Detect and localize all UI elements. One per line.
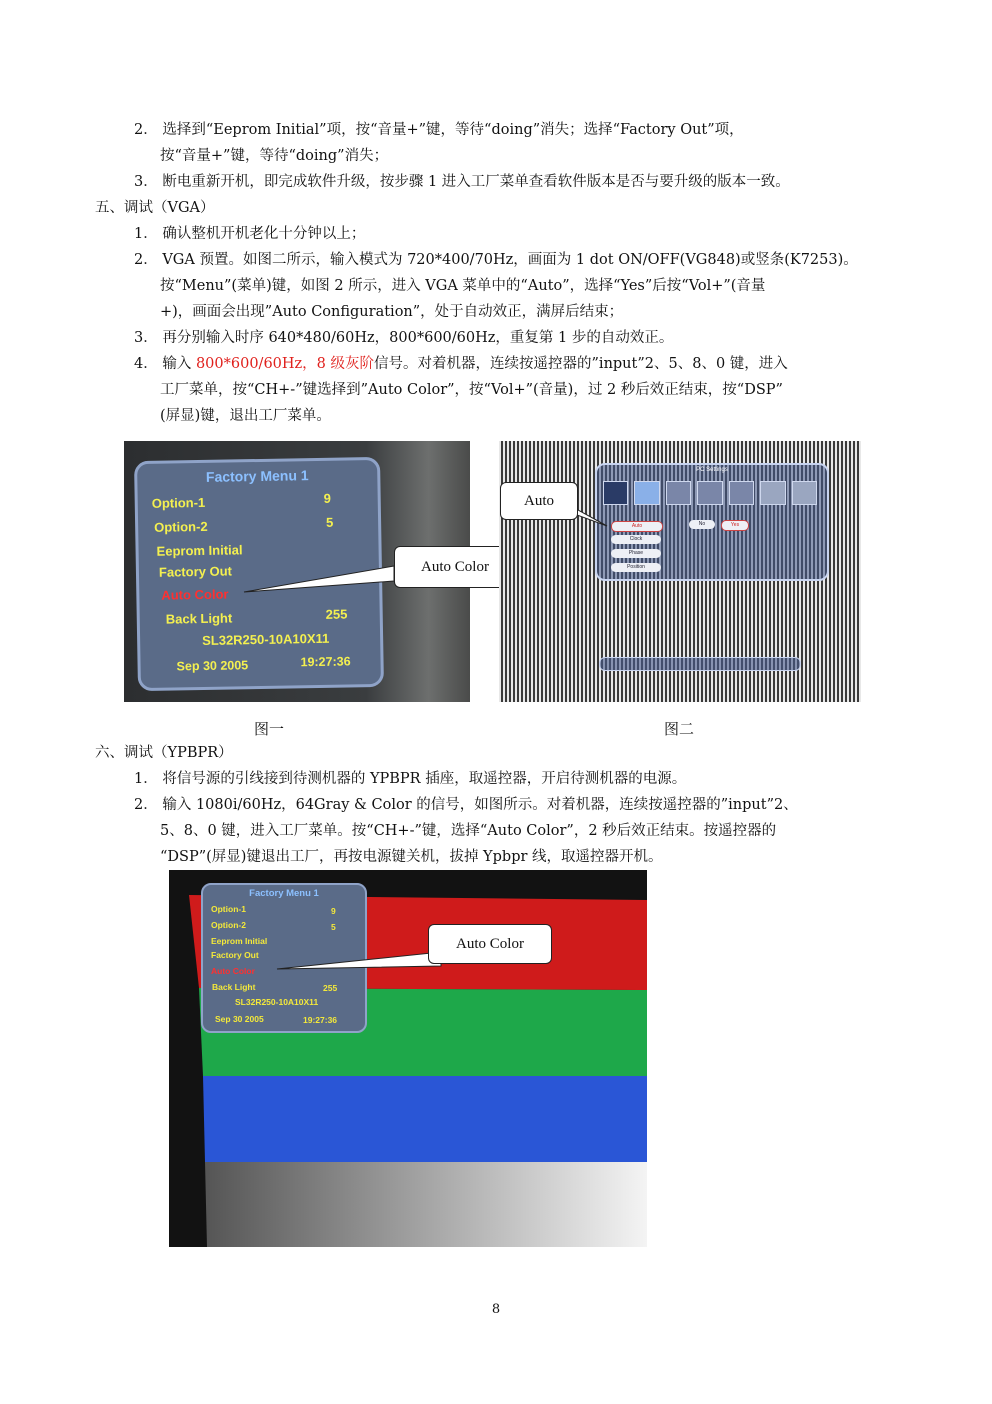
vga-step-4-line-1 (134, 354, 788, 374)
figure-1-caption: 图一 (254, 720, 285, 738)
auto-callout: Auto (500, 482, 578, 520)
vga-step-4-highlight: 800*600/60Hz，8 级灰阶 (195, 356, 375, 372)
option1-value-2: 9 (331, 906, 336, 916)
model-number-2: SL32R250-10A10X11 (235, 997, 319, 1007)
auto-color-item: Auto Color (161, 586, 229, 603)
figure-2-pointer (499, 441, 861, 702)
figure-3-pointer (169, 870, 647, 1247)
eeprom-initial-item-2: Eeprom Initial (211, 936, 268, 946)
option2-label-2: Option-2 (211, 920, 246, 930)
back-light-value-2: 255 (323, 983, 338, 993)
option1-label: Option-1 (151, 494, 206, 511)
section-6-heading: 六、调试（YPBPR） (95, 745, 233, 761)
vga-step-2-line-3: +)，画面会出现”Auto Configuration”，处于自动效正，满屏后结束； (160, 304, 624, 320)
pc-item-position[interactable]: Position (611, 563, 661, 572)
vga-step-4-line-2: 工厂菜单，按“CH+-”键选择到”Auto Color”，按“Vol+”(音量)，过 2 秒后效正结束，按“DSP” (160, 382, 783, 398)
factory-out-item-2: Factory Out (211, 950, 259, 960)
option2-label: Option-2 (154, 518, 208, 535)
auto-color-callout-2: Auto Color (428, 924, 552, 964)
pc-settings-title: PC Settings (696, 467, 728, 473)
option1-label-2: Option-1 (211, 904, 246, 914)
build-date: Sep 30 2005 (176, 658, 249, 674)
vga-step-3: 3． 再分别输入时序 640*480/60Hz，800*600/60Hz，重复第 1 步的自动效正。 (134, 330, 674, 346)
ypbpr-step-2-line-3: “DSP”(屏显)键退出工厂，再按电源键关机，拔掉 Ypbpr 线，取遥控器开机。 (160, 849, 663, 865)
back-light-label: Back Light (165, 610, 233, 627)
auto-color-item-2: Auto Color (211, 966, 255, 976)
pc-item-clock[interactable]: Clock (611, 535, 661, 544)
vga-step-2-line-1: 2． VGA 预置。如图二所示，输入模式为 720*400/70Hz，画面为 1 dot ON/OFF(VG848)或竖条(K7253)。 (134, 252, 858, 268)
pc-item-auto[interactable]: Auto (611, 521, 663, 532)
build-time-2: 19:27:36 (303, 1015, 338, 1025)
step-2-line-2: 按“音量+”键，等待“doing”消失； (160, 148, 389, 164)
vga-step-2-line-2: 按“Menu”(菜单)键，如图 2 所示，进入 VGA 菜单中的“Auto”，选择“Yes”后按“Vol+”(音量 (160, 278, 766, 294)
step-2-line-1: 2． 选择到“Eeprom Initial”项，按“音量+”键，等待“doing”消失；选择“Factory Out”项， (134, 122, 744, 138)
model-number: SL32R250-10A10X11 (202, 630, 330, 649)
auto-color-callout-1: Auto Color (394, 546, 516, 588)
back-light-label-2: Back Light (212, 982, 256, 992)
step-3-line: 3． 断电重新开机，即完成软件升级，按步骤 1 进入工厂菜单查看软件版本是否与要升级的版本一致。 (134, 174, 790, 190)
factory-out-item: Factory Out (158, 563, 233, 580)
eeprom-initial-item: Eeprom Initial (156, 542, 243, 559)
option2-value: 5 (325, 514, 334, 530)
build-date-2: Sep 30 2005 (215, 1014, 264, 1024)
ypbpr-step-2-line-1: 2． 输入 1080i/60Hz，64Gray & Color 的信号，如图所示。对着机器，连续按遥控器的”input”2、 (134, 797, 798, 813)
factory-menu-title: Factory Menu 1 (205, 467, 309, 485)
ypbpr-step-1: 1． 将信号源的引线接到待测机器的 YPBPR 插座，取遥控器，开启待测机器的电源。 (134, 771, 687, 787)
factory-menu-title-2: Factory Menu 1 (249, 888, 319, 899)
pc-item-phase[interactable]: Phase (611, 549, 661, 558)
no-option[interactable]: No (689, 520, 715, 529)
vga-step-4-line-3: (屏显)键，退出工厂菜单。 (160, 408, 331, 424)
option2-value-2: 5 (331, 922, 336, 932)
option1-value: 9 (323, 490, 332, 506)
back-light-value: 255 (325, 606, 348, 622)
yes-option[interactable]: Yes (721, 520, 749, 531)
figure-2-caption: 图二 (664, 720, 695, 738)
build-time: 19:27:36 (300, 654, 351, 670)
section-5-heading: 五、调试（VGA） (95, 200, 215, 216)
vga-step-4-suffix: 信号。对着机器，连续按遥控器的”input”2、5、8、0 键，进入 (374, 356, 788, 372)
vga-step-4-prefix: 4． 输入 (134, 356, 196, 372)
page-number: 8 (491, 1302, 501, 1317)
ypbpr-step-2-line-2: 5、8、0 键，进入工厂菜单。按“CH+-”键，选择“Auto Color”，2 秒后效正结束。按遥控器的 (160, 823, 777, 839)
vga-step-1: 1． 确认整机开机老化十分钟以上； (134, 226, 366, 242)
